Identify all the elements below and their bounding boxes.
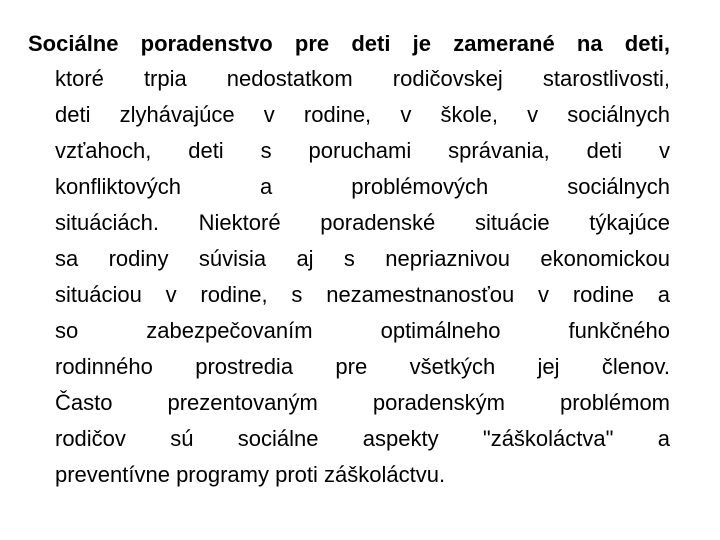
paragraph-line-4: konfliktových a problémových sociálnych	[55, 174, 670, 199]
paragraph-line-6: sa rodiny súvisia aj s nepriaznivou ekonomickou	[55, 246, 670, 271]
paragraph-line-11: rodičov sú sociálne aspekty "záškoláctva" a	[55, 426, 670, 451]
paragraph-line-12: preventívne programy proti záškoláctvu.	[55, 462, 446, 487]
paragraph-line-5: situáciách. Niektoré poradenské situácie týkajúce	[55, 210, 670, 235]
paragraph-line-9: rodinného prostredia pre všetkých jej členov.	[55, 354, 670, 379]
paragraph-line-2: deti zlyhávajúce v rodine, v škole, v sociálnych	[55, 102, 670, 127]
paragraph-line-1: ktoré trpia nedostatkom rodičovskej starostlivosti,	[55, 66, 670, 91]
heading-line: Sociálne poradenstvo pre deti je zamerané na deti,	[28, 31, 670, 56]
paragraph-line-7: situáciou v rodine, s nezamestnanosťou v rodine a	[55, 282, 670, 307]
paragraph-line-10: Často prezentovaným poradenským problémom	[55, 390, 670, 415]
paragraph-line-8: so zabezpečovaním optimálneho funkčného	[55, 318, 670, 343]
paragraph-line-3: vzťahoch, deti s poruchami správania, deti v	[55, 138, 670, 163]
